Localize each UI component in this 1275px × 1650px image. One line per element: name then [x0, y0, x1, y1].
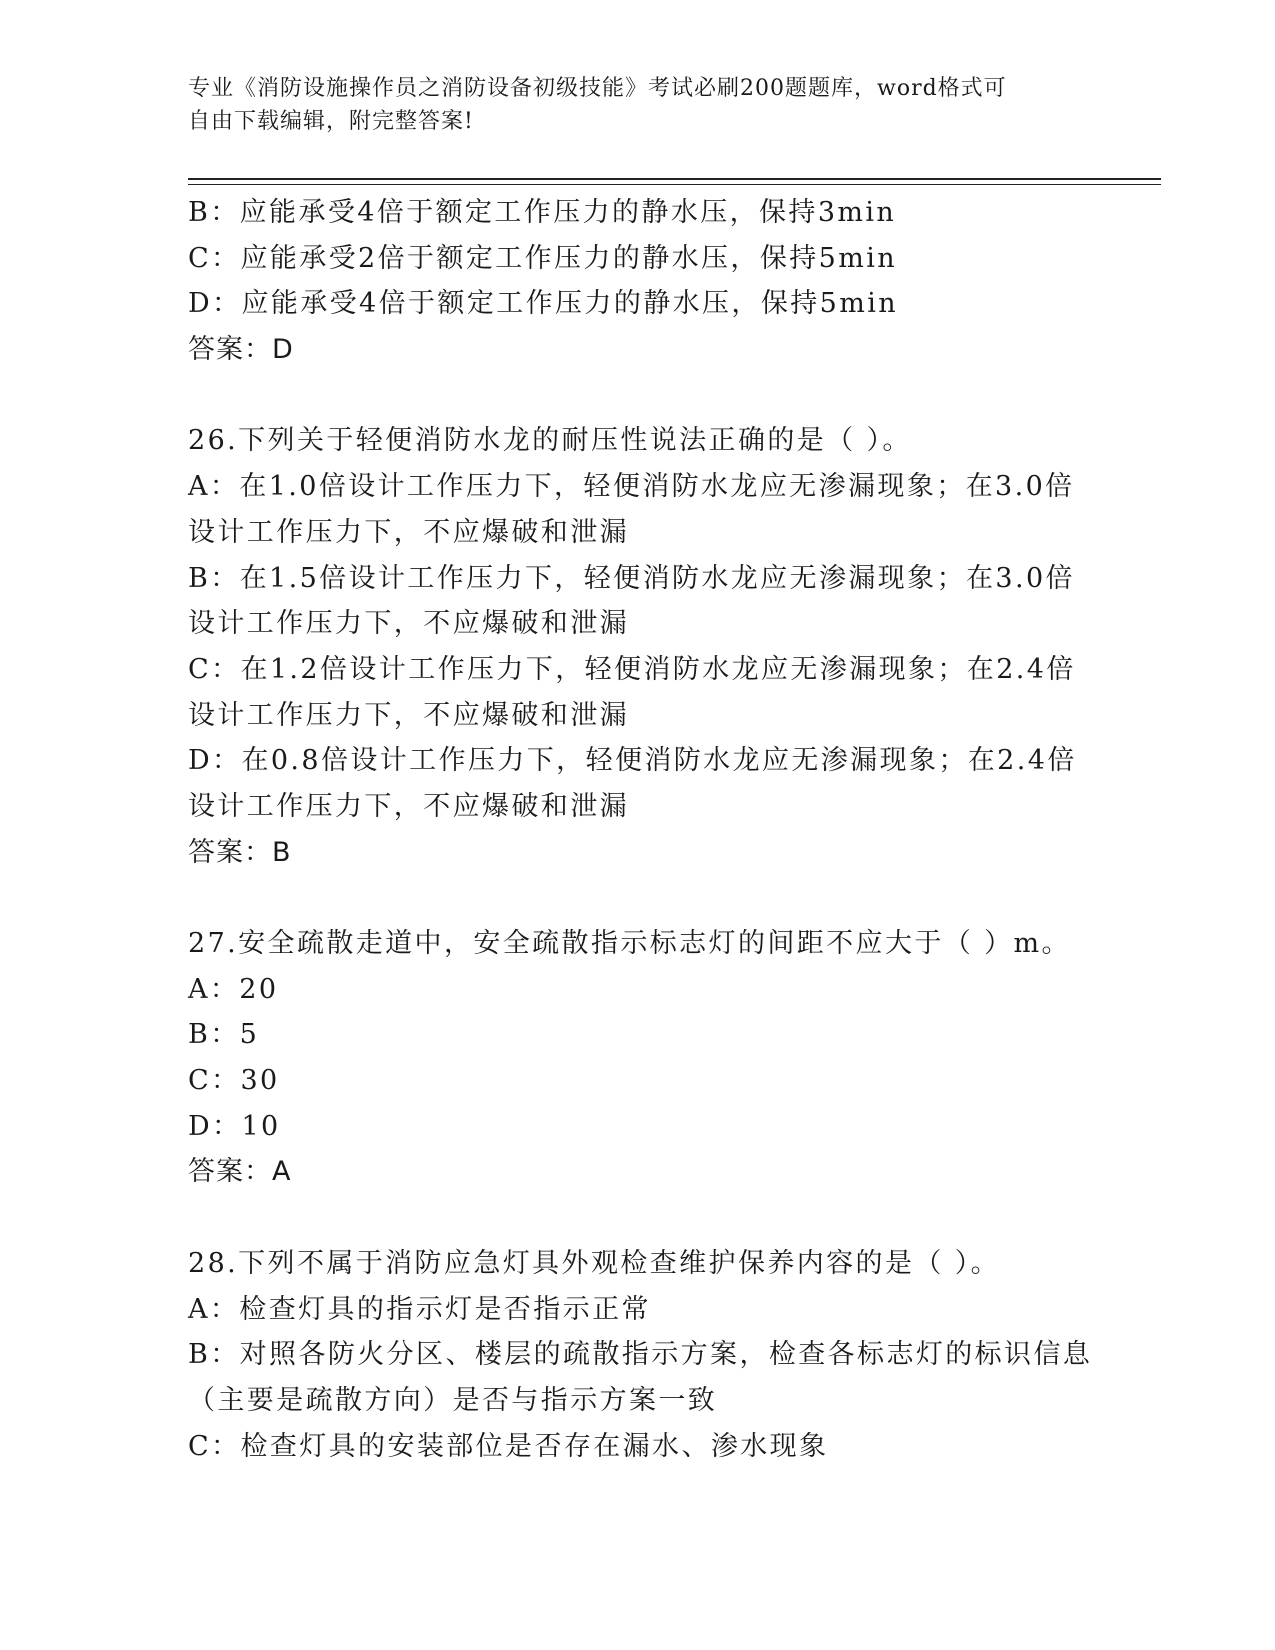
answer-line: 答案：B [188, 836, 292, 868]
question-26: 26.下列关于轻便消防水龙的耐压性说法正确的是（ ）。 [188, 425, 912, 457]
option-c: C：30 [188, 1065, 280, 1097]
option-d-cont: 设计工作压力下，不应爆破和泄漏 [188, 790, 629, 822]
option-c: C：应能承受2倍于额定工作压力的静水压，保持5min [188, 242, 898, 274]
option-b: B：对照各防火分区、楼层的疏散指示方案，检查各标志灯的标识信息 [188, 1339, 1093, 1371]
spacer [188, 373, 1088, 419]
header-divider-thick [188, 178, 1161, 180]
spacer [188, 1195, 1088, 1241]
question-28: 28.下列不属于消防应急灯具外观检查维护保养内容的是（ ）。 [188, 1247, 1001, 1279]
option-a: A：在1.0倍设计工作压力下，轻便消防水龙应无渗漏现象；在3.0倍 [188, 471, 1075, 503]
option-a: A：20 [188, 973, 279, 1005]
question-27: 27.安全疏散走道中，安全疏散指示标志灯的间距不应大于（ ）m。 [188, 928, 1071, 959]
option-c-cont: 设计工作压力下，不应爆破和泄漏 [188, 699, 629, 731]
document-header [188, 72, 1088, 138]
option-c: C：在1.2倍设计工作压力下，轻便消防水龙应无渗漏现象；在2.4倍 [188, 653, 1076, 685]
header-line-2: 自由下载编辑，附完整答案! [188, 109, 474, 134]
option-b-cont: （主要是疏散方向）是否与指示方案一致 [188, 1384, 718, 1416]
option-b: B：在1.5倍设计工作压力下，轻便消防水龙应无渗漏现象；在3.0倍 [188, 562, 1075, 594]
answer-line: 答案：A [188, 1156, 292, 1188]
option-d: D：应能承受4倍于额定工作压力的静水压，保持5min [188, 288, 899, 320]
header-divider-thin [188, 184, 1161, 185]
option-a: A：检查灯具的指示灯是否指示正常 [188, 1293, 651, 1325]
option-a-cont: 设计工作压力下，不应爆破和泄漏 [188, 516, 629, 548]
header-line-1: 专业《消防设施操作员之消防设备初级技能》考试必刷200题题库，word格式可 [188, 76, 1007, 101]
answer-line: 答案：D [188, 334, 294, 366]
option-b-cont: 设计工作压力下，不应爆破和泄漏 [188, 608, 629, 640]
option-c: C：检查灯具的安装部位是否存在漏水、渗水现象 [188, 1430, 829, 1462]
spacer [188, 875, 1088, 921]
option-b: B：应能承受4倍于额定工作压力的静水压，保持3min [188, 197, 897, 228]
option-b: B：5 [188, 1019, 260, 1051]
option-d: D：10 [188, 1110, 281, 1142]
question-content [188, 190, 1093, 1469]
option-d: D：在0.8倍设计工作压力下，轻便消防水龙应无渗漏现象；在2.4倍 [188, 745, 1077, 777]
